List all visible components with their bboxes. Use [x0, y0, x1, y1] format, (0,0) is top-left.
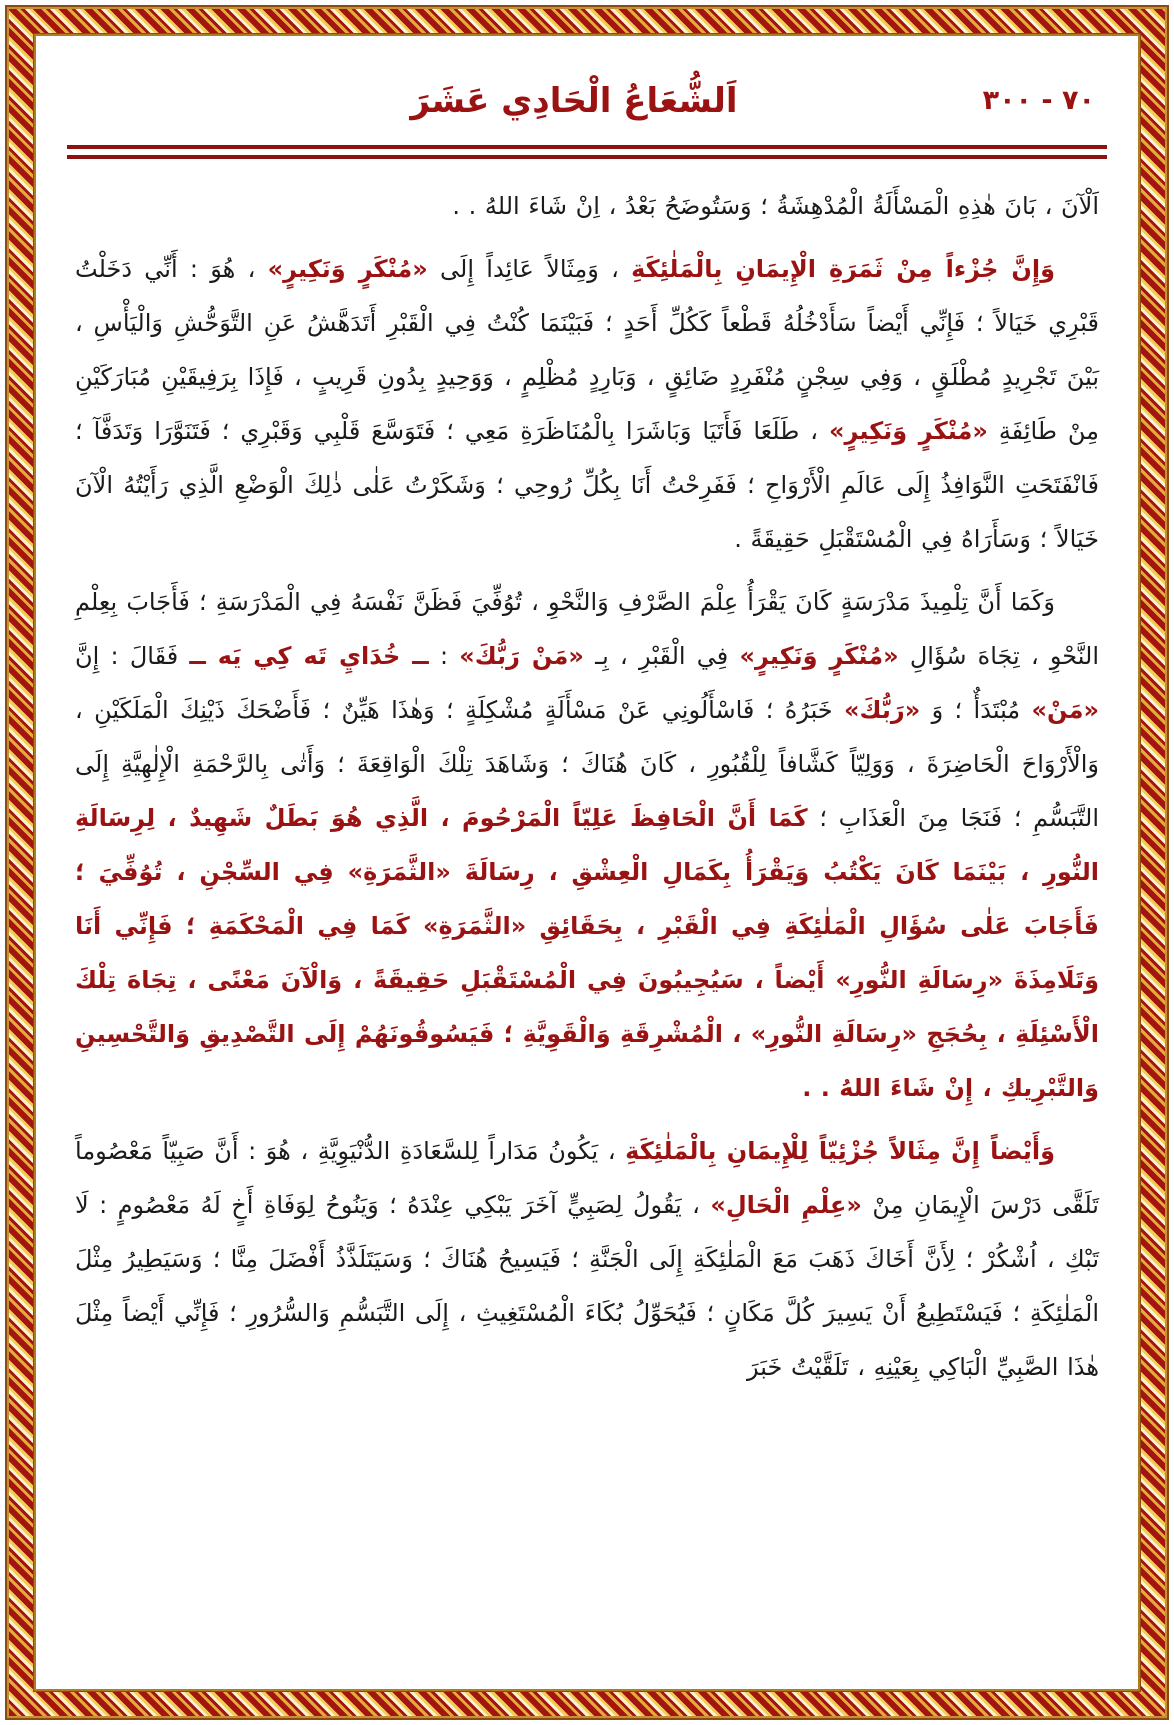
text-run-red: كَمَا أَنَّ الْحَافِظَ عَلِيّاً الْمَرْحُومَ ، الَّذِي هُوَ بَطَلٌ شَهِيدٌ ، لِرِسَالَةِ النُّورِ ، بَيْنَمَا كَانَ يَكْتُبُ وَيَقْرَأُ بِكَمَالِ الْعِشْقِ ، رِسَالَةَ «الثَّمَرَةِ» فِي السِّجْنِ ، تُوُفِّيَ ؛ فَأَجَابَ عَلٰى سُؤَالِ الْمَلٰئِكَةِ فِي الْقَبْرِ ، بِحَقَائِقِ «الثَّمَرَةِ» كَمَا فِي الْمَحْكَمَةِ ؛ فَإِنِّي أَنَا وَتَلَامِذَةَ «رِسَالَةِ النُّورِ» أَيْضاً ، سَيُجِيبُونَ فِي الْمُسْتَقْبَلِ حَقِيقَةً ، وَالْآنَ مَعْنًى ، تِجَاهَ تِلْكَ الْأَسْئِلَةِ ، بِحُجَجِ «رِسَالَةِ النُّورِ» ، الْمُشْرِقَةِ وَالْقَوِيَّةِ ؛ فَيَسُوقُونَهُمْ إِلَى التَّصْدِيقِ وَالتَّحْسِينِ وَالتَّبْرِيكِ ، إِنْ شَاءَ اللهُ . .	[75, 804, 1099, 1102]
text-run-red: وَإِنَّ جُزْءاً مِنْ ثَمَرَةِ الْإِيمَانِ بِالْمَلٰئِكَةِ	[631, 255, 1055, 283]
text-run-red: «رَبُّكَ»	[844, 696, 921, 724]
paragraph-intro	[75, 179, 1099, 233]
text-run-red: «مُنْكَرٍ وَنَكِيرٍ»	[267, 255, 428, 283]
page-content	[35, 35, 1139, 1690]
text-run-red: «مُنْكَرٍ وَنَكِيرٍ»	[829, 417, 988, 445]
paragraph-madrasa-student	[75, 575, 1099, 1115]
text-run-red: «مَنْ»	[1031, 696, 1100, 724]
body-text	[75, 179, 1099, 1394]
text-run-red: ــ خُدَايِ تَه كِي يَه ــ	[189, 642, 429, 670]
text-run-red: وَأَيْضاً إِنَّ مِثَالاً جُزْئِيّاً لِلْإِيمَانِ بِالْمَلٰئِكَةِ	[625, 1137, 1056, 1165]
text-run-red: «عِلْمِ الْحَالِ»	[710, 1191, 862, 1219]
page-header	[75, 55, 1099, 139]
paragraph-munkar-nakir	[75, 242, 1099, 566]
page-title: اَلشُّعَاعُ الْحَادِي عَشَرَ	[410, 81, 738, 121]
page-number: ٣٠٠ - ٧٠	[982, 85, 1095, 116]
text-run-black: ، يَكُونُ مَدَاراً لِلسَّعَادَةِ الدُّنْيَوِيَّةِ ، هُوَ : أَنَّ صَبِيّاً مَعْصُوماً تَلَقَّى دَرْسَ الْإِيمَانِ مِنْ	[75, 1137, 1099, 1219]
text-run-black: فَقَالَ : إِنَّ	[75, 642, 190, 670]
header-divider-rule	[67, 145, 1107, 159]
text-run-black: اَلْآنَ ، بَانَ هٰذِهِ الْمَسْأَلَةُ الْمُدْهِشَةُ ؛ وَسَتُوضَحُ بَعْدُ ، اِنْ شَاءَ اللهُ . .	[452, 192, 1099, 220]
text-run-red: «مَنْ رَبُّكَ»	[459, 642, 584, 670]
text-run-black: فِي الْقَبْرِ ، بِـ	[583, 642, 740, 670]
text-run-black: مُبْتَدَأٌ ؛ وَ	[920, 696, 1032, 724]
text-run-black: ، هُوَ : أَنِّي دَخَلْتُ قَبْرِي خَيَالاً ؛ فَإِنِّي أَيْضاً سَأَدْخُلُهُ قَطْعاً كَكُلِّ أَحَدٍ ؛ فَبَيْنَمَا كُنْتُ فِي الْقَبْرِ أَتَدَهَّشُ عَنِ التَّوَحُّشِ وَالْيَأْسِ ، بَيْنَ تَجْرِيدٍ مُطْلَقٍ ، وَفِي سِجْنٍ مُنْفَرِدٍ ضَائِقٍ ، وَبَارِدٍ مُظْلِمٍ ، وَوَحِيدٍ بِدُونِ قَرِيبٍ ، فَإِذَا بِرَفِيقَيْنِ مُبَارَكَيْنِ مِنْ طَائِفَةِ	[75, 255, 1100, 445]
text-run-black: ، وَمِثَالاً عَائِداً إِلَى	[427, 255, 632, 283]
text-run-black: وَكَمَا أَنَّ تِلْمِيذَ مَدْرَسَةٍ كَانَ يَقْرَأُ عِلْمَ الصَّرْفِ وَالنَّحْوِ ، تُوُفِّيَ فَظَنَّ نَفْسَهُ فِي الْمَدْرَسَةِ ؛ فَأَجَابَ بِعِلْمِ النَّحْوِ ، تِجَاهَ سُؤَالِ	[75, 588, 1100, 670]
text-run-black: خَبَرُهُ ؛ فَاسْأَلُونِي عَنْ مَسْأَلَةٍ مُشْكِلَةٍ ؛ وَهٰذَا هَيِّنٌ ؛ فَأَضْحَكَ ذَيْنِكَ الْمَلَكَيْنِ ، وَالْأَرْوَاحَ الْحَاضِرَةَ ، وَوَلِيّاً كَشَّافاً لِلْقُبُورِ ، كَانَ هُنَاكَ ؛ وَشَاهَدَ تِلْكَ الْوَاقِعَةَ ؛ وَأَتٰى بِالرَّحْمَةِ الْإِلٰهِيَّةِ إِلَى التَّبَسُّمِ ؛ فَنَجَا مِنَ الْعَذَابِ ؛	[75, 696, 1099, 832]
text-run-black: ، يَقُولُ لِصَبِيٍّ آخَرَ يَبْكِي عِنْدَهُ ؛ وَيَنُوحُ لِوَفَاةِ أَخٍ لَهُ مَعْصُومٍ : لَا تَبْكِ ، اُشْكُرْ ؛ لِأَنَّ أَخَاكَ ذَهَبَ مَعَ الْمَلٰئِكَةِ إِلَى الْجَنَّةِ ؛ فَيَسِيحُ هُنَاكَ ؛ وَسَيَتَلَذَّذُ أَفْضَلَ مِنَّا ؛ وَسَيَطِيرُ مِثْلَ الْمَلٰئِكَةِ ؛ فَيَسْتَطِيعُ أَنْ يَسِيرَ كُلَّ مَكَانٍ ؛ فَيُحَوِّلُ بُكَاءَ الْمُسْتَغِيثِ ، إِلَى التَّبَسُّمِ وَالسُّرُورِ ؛ فَإِنِّي أَيْضاً مِثْلَ هٰذَا الصَّبِيِّ الْبَاكِي بِعَيْنِهِ ، تَلَقَّيْتُ خَبَرَ	[75, 1191, 1099, 1381]
ornamental-border-frame	[9, 9, 1165, 1716]
text-run-red: «مُنْكَرٍ وَنَكِيرٍ»	[739, 642, 899, 670]
text-run-black: :	[428, 642, 460, 670]
text-run-black: ، طَلَعَا فَأَتَيَا وَبَاشَرَا بِالْمُنَاظَرَةِ مَعِي ؛ فَتَوَسَّعَ قَلْبِي وَقَبْرِي ؛ فَتَنَوَّرَا وَتَدَفَّآ ؛ فَانْفَتَحَتِ النَّوَافِذُ إِلَى عَالَمِ الْأَرْوَاحِ ؛ فَفَرِحْتُ أَنَا بِكُلِّ رُوحِي ؛ وَشَكَرْتُ عَلٰى ذٰلِكَ الْوَضْعِ الَّذِي رَأَيْتُهُ الْآنَ خَيَالاً ؛ وَسَأَرَاهُ فِي الْمُسْتَقْبَلِ حَقِيقَةً .	[75, 417, 1099, 553]
paragraph-child-example	[75, 1124, 1099, 1394]
